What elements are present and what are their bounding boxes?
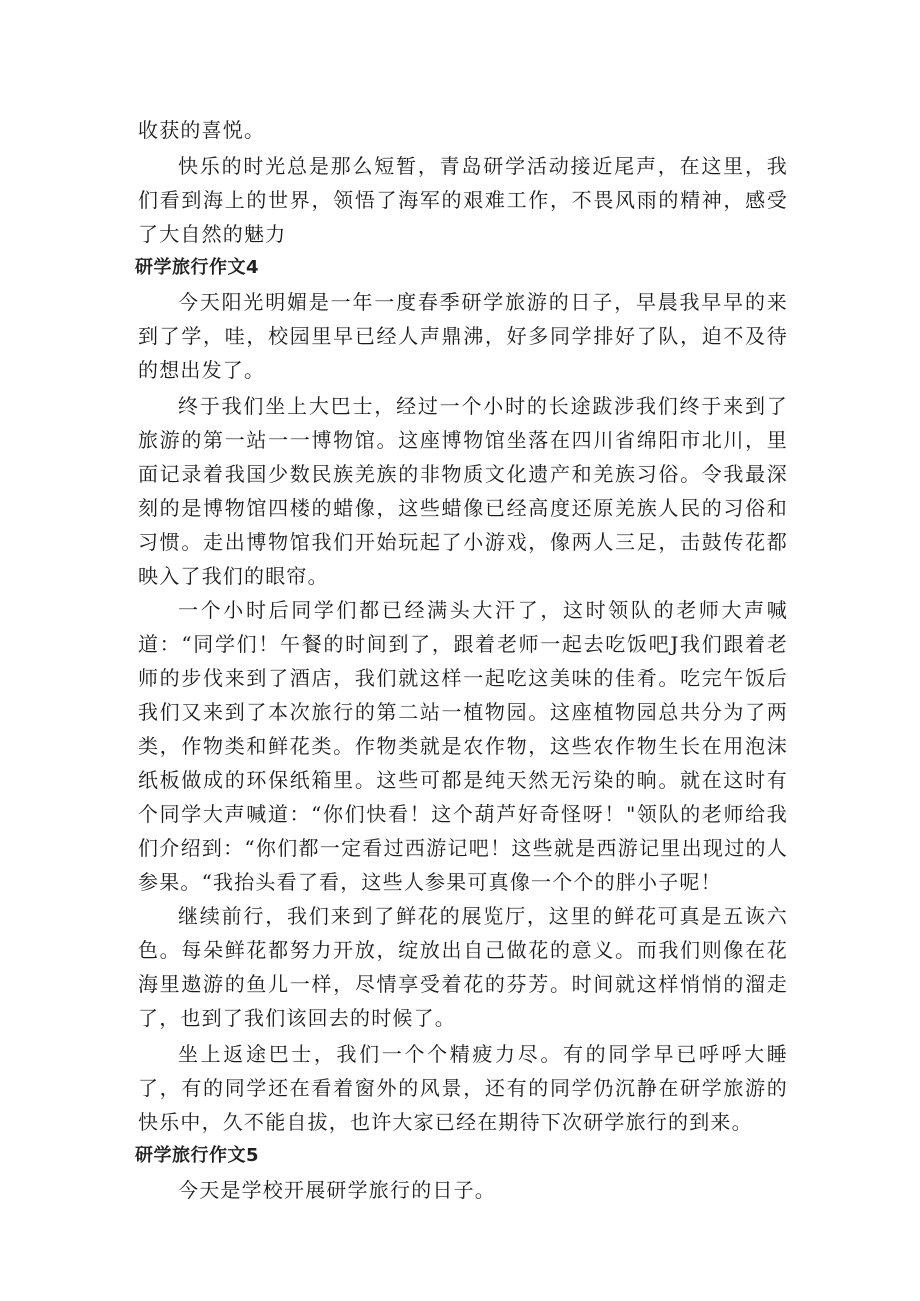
- paragraph-essay5-opening: 今天是学校开展研学旅行的日子。: [178, 1178, 496, 1202]
- essay-heading-5: 研学旅行作文5: [135, 1145, 260, 1166]
- paragraph-museum: 终于我们坐上大巴士，经过一个小时的长途跋涉我们终于来到了旅游的第一站一一博物馆。这座博物馆坐落在四川省绵阳市北川，里面记录着我国少数民族羌族的非物质文化遗产和羌族习俗。令我最深刻的是博物馆四楼的蜡像，这些蜡像已经高度还原羌族人民的习俗和习惯。走出博物馆我们开始玩起了小游戏，像两人三足，击鼓传花都映入了我们的眼帘。: [138, 394, 788, 588]
- paragraph-return-trip: 坐上返途巴士，我们一个个精疲力尽。有的同学早已呼呼大睡了，有的同学还在看着窗外的风景，还有的同学仍沉静在研学旅游的快乐中，久不能自拔，也许大家已经在期待下次研学旅行的到来。: [138, 1042, 788, 1134]
- paragraph-flower-hall: 继续前行，我们来到了鲜花的展览厅，这里的鲜花可真是五诙六色。每朵鲜花都努力开放，绽放出自己做花的意义。而我们则像在花海里遨游的鱼儿一样，尽情享受着花的芬芳。时间就这样悄悄的溜走了，也到了我们该回去的时候了。: [138, 904, 788, 1030]
- essay-heading-4: 研学旅行作文4: [135, 257, 260, 278]
- paragraph-qingdao-summary: 快乐的时光总是那么短暂，青岛研学活动接近尾声，在这里，我们看到海上的世界，领悟了海军的艰难工作，不畏风雨的精神，感受了大自然的魅力: [138, 154, 788, 246]
- paragraph-spring-morning: 今天阳光明媚是一年一度春季研学旅游的日子，早晨我早早的来到了学，哇，校园里早已经人声鼎沸，好多同学排好了队，迫不及待的想出发了。: [138, 290, 788, 382]
- paragraph-closing-fragment: 收获的喜悦。: [138, 118, 266, 142]
- document-body: [135, 113, 788, 1207]
- paragraph-botanical-garden: 一个小时后同学们都已经满头大汗了，这时领队的老师大声喊道：“同学们！午餐的时间到了，跟着老师一起去吃饭吧J我们跟着老师的步伐来到了酒店，我们就这样一起吃这美味的佳肴。吃完午饭后我们又来到了本次旅行的第二站一植物园。这座植物园总共分为了两类，作物类和鲜花类。作物类就是农作物，这些农作物生长在用泡沫纸板做成的环保纸箱里。这些可都是纯天然无污染的晌。就在这时有个同学大声喊道：“你们快看！这个葫芦好奇怪呀！"领队的老师给我们介绍到：“你们都一定看过西游记吧！这些就是西游记里出现过的人参果。“我抬头看了看，这些人参果可真像一个个的胖小子呢！: [138, 598, 788, 894]
